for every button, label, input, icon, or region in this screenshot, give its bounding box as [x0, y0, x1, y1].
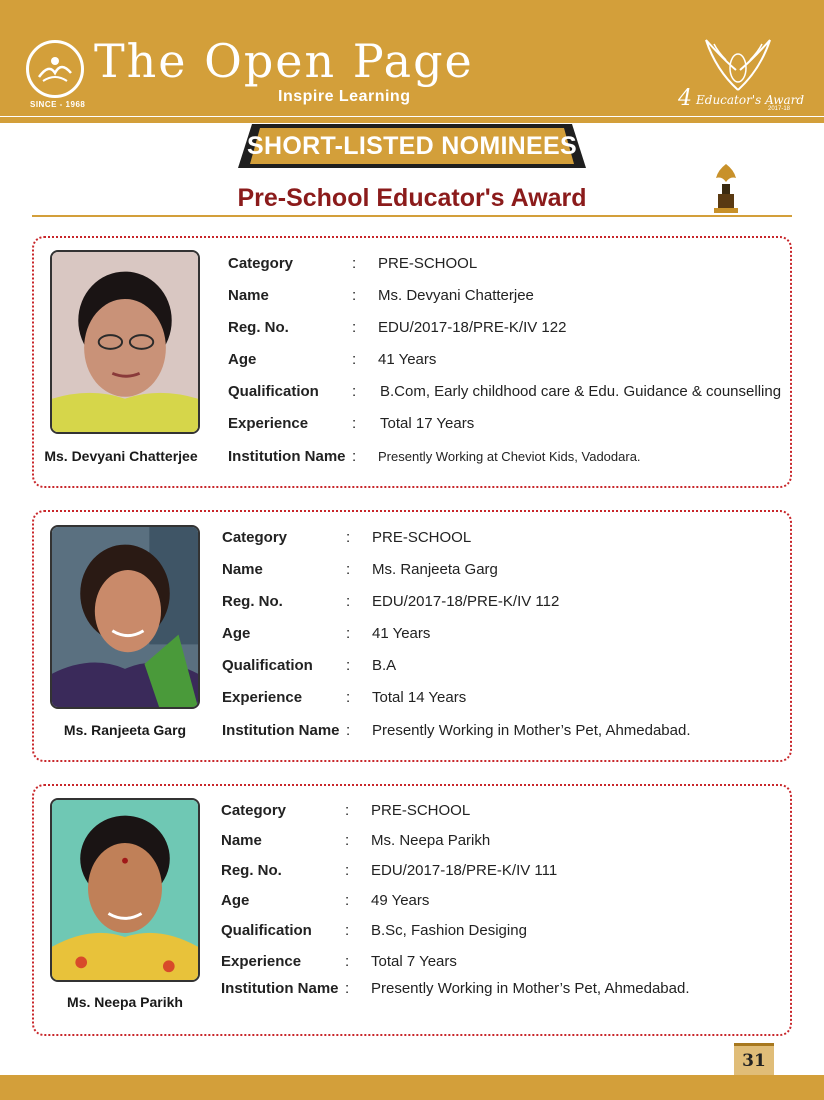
page-number: 31	[734, 1043, 774, 1075]
field-label: Institution Name	[221, 980, 339, 997]
field-value: B.Com, Early childhood care & Edu. Guidance & counselling	[380, 383, 782, 400]
field-label: Name	[221, 832, 262, 849]
field-value: Total 14 Years	[372, 689, 467, 706]
nominee-photo	[50, 250, 200, 434]
award-year: 2017-18	[768, 106, 791, 112]
field-colon: :	[346, 722, 351, 739]
field-value: EDU/2017-18/PRE-K/IV 122	[378, 319, 567, 336]
field-label: Institution Name	[228, 448, 346, 465]
field-label: Age	[221, 892, 250, 909]
field-label: Institution Name	[222, 722, 340, 739]
field-colon: :	[352, 448, 357, 465]
field-colon: :	[346, 561, 351, 578]
field-label: Name	[222, 561, 263, 578]
field-label: Experience	[228, 415, 309, 432]
header-rule	[0, 120, 824, 123]
since-label: SINCE - 1968	[30, 100, 86, 109]
trophy-icon	[708, 160, 744, 216]
publication-tagline: Inspire Learning	[278, 88, 411, 105]
field-colon: :	[346, 625, 351, 642]
nominee-photo	[50, 525, 200, 709]
field-label: Age	[222, 625, 251, 642]
field-label: Category	[221, 802, 287, 819]
field-colon: :	[346, 657, 351, 674]
field-value: PRE-SCHOOL	[371, 802, 471, 819]
field-value: B.Sc, Fashion Desiging	[371, 922, 527, 939]
field-colon: :	[345, 953, 350, 970]
field-colon: :	[345, 862, 350, 879]
title-underline	[32, 215, 792, 217]
field-label: Qualification	[222, 657, 313, 674]
field-value: Total 17 Years	[380, 415, 475, 432]
field-colon: :	[352, 287, 357, 304]
field-colon: :	[352, 415, 357, 432]
field-label: Name	[228, 287, 269, 304]
field-value: EDU/2017-18/PRE-K/IV 111	[371, 862, 558, 879]
field-colon: :	[352, 383, 357, 400]
field-label: Reg. No.	[221, 862, 282, 879]
field-colon: :	[345, 980, 350, 997]
field-colon: :	[346, 689, 351, 706]
field-label: Age	[228, 351, 257, 368]
field-label: Category	[228, 255, 294, 272]
header-divider	[0, 116, 824, 117]
field-value: Ms. Devyani Chatterjee	[378, 287, 534, 304]
field-value: 49 Years	[371, 892, 430, 909]
field-value: 41 Years	[378, 351, 437, 368]
field-label: Reg. No.	[222, 593, 283, 610]
field-colon: :	[352, 351, 357, 368]
field-label: Experience	[221, 953, 302, 970]
nominee-photo	[50, 798, 200, 982]
publication-title: The Open Page	[94, 34, 474, 88]
award-category-title: Pre-School Educator's Award	[237, 184, 587, 212]
field-value: Presently Working at Cheviot Kids, Vadodara.	[378, 449, 641, 464]
field-colon: :	[345, 922, 350, 939]
nominee-caption: Ms. Neepa Parikh	[67, 994, 183, 1010]
field-label: Category	[222, 529, 288, 546]
field-value: PRE-SCHOOL	[372, 529, 472, 546]
field-value: Ms. Ranjeeta Garg	[372, 561, 498, 578]
field-label: Reg. No.	[228, 319, 289, 336]
field-colon: :	[352, 255, 357, 272]
award-label: Educator's Award	[696, 93, 805, 107]
field-colon: :	[352, 319, 357, 336]
award-edition-number: 4	[678, 86, 692, 111]
nominees-banner-text: SHORT-LISTED NOMINEES	[247, 132, 577, 160]
nominee-caption: Ms. Ranjeeta Garg	[63, 722, 187, 738]
field-value: Ms. Neepa Parikh	[371, 832, 491, 849]
field-colon: :	[346, 593, 351, 610]
field-colon: :	[345, 832, 350, 849]
footer-band	[0, 1075, 824, 1100]
field-value: Total 7 Years	[371, 953, 457, 970]
nominee-caption: Ms. Devyani Chatterjee	[44, 448, 198, 464]
field-value: Presently Working in Mother’s Pet, Ahmedabad.	[372, 722, 691, 739]
field-label: Qualification	[228, 383, 319, 400]
field-colon: :	[345, 892, 350, 909]
field-value: Presently Working in Mother’s Pet, Ahmedabad.	[371, 980, 690, 997]
field-value: 41 Years	[372, 625, 431, 642]
field-colon: :	[346, 529, 351, 546]
field-value: PRE-SCHOOL	[378, 255, 478, 272]
field-value: EDU/2017-18/PRE-K/IV 112	[372, 593, 560, 610]
field-label: Qualification	[221, 922, 312, 939]
field-label: Experience	[222, 689, 303, 706]
open-page-logo-icon	[26, 40, 84, 98]
field-colon: :	[345, 802, 350, 819]
field-value: B.A	[372, 657, 397, 674]
